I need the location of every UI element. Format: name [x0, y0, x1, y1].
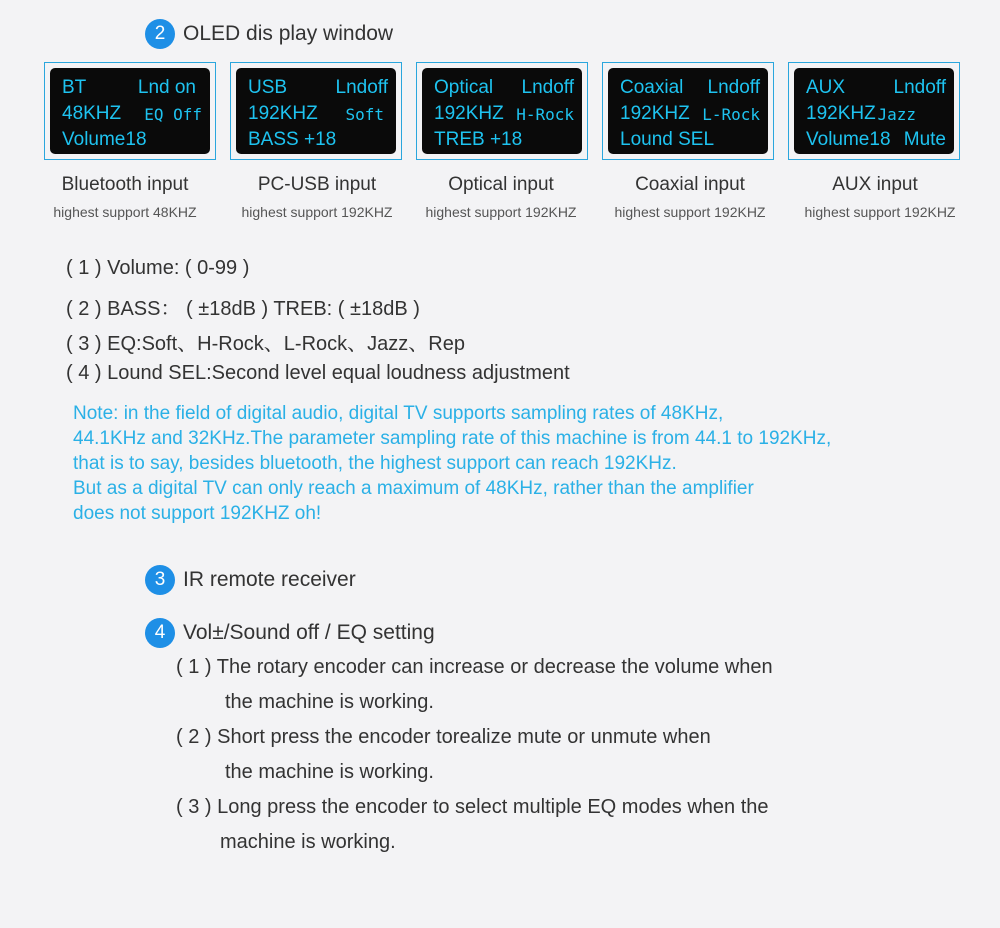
oled-text: AUX: [806, 77, 846, 98]
oled-text: Lndoff: [893, 77, 946, 98]
spec-volume: ( 1 ) Volume: ( 0-99 ): [66, 257, 250, 279]
oled-text: Lndoff: [521, 77, 574, 98]
caption-bluetooth: Bluetooth input: [61, 174, 189, 195]
step-line: machine is working.: [220, 831, 396, 853]
oled-text: Coaxial: [620, 77, 684, 98]
note-line: does not support 192KHZ oh!: [73, 503, 322, 524]
caption-aux-support: highest support 192KHZ: [804, 204, 956, 220]
oled-text: 192KHZ: [620, 103, 690, 124]
section-title: Vol±/Sound off / EQ setting: [183, 621, 435, 644]
oled-text: L-Rock: [702, 105, 760, 124]
oled-display: [236, 68, 396, 154]
oled-display: [794, 68, 954, 154]
oled-text: Volume18: [806, 129, 891, 150]
caption-coaxial-support: highest support 192KHZ: [614, 204, 766, 220]
oled-text: 192KHZ: [248, 103, 318, 124]
spec-eq: ( 3 ) EQ:Soft、H-Rock、L-Rock、Jazz、Rep: [66, 333, 465, 355]
caption-optical: Optical input: [448, 174, 554, 195]
caption-coaxial: Coaxial input: [635, 174, 745, 195]
oled-text: EQ Off: [144, 105, 202, 124]
oled-screen-optical: [416, 62, 588, 160]
spec-bass-treb: ( 2 ) BASS： ( ±18dB ) TREB: ( ±18dB ): [66, 298, 420, 320]
oled-text: 48KHZ: [62, 103, 122, 124]
note-line: that is to say, besides bluetooth, the highest support can reach 192KHz.: [73, 453, 677, 474]
oled-text: USB: [248, 77, 288, 98]
oled-screen-bluetooth: [44, 62, 216, 160]
caption-usb: PC-USB input: [257, 174, 377, 195]
oled-text: Volume18: [62, 129, 147, 150]
oled-display: [608, 68, 768, 154]
oled-text: 192KHZ: [806, 103, 876, 124]
oled-display: [50, 68, 210, 154]
oled-text: Lndoff: [707, 77, 760, 98]
caption-aux: AUX input: [832, 174, 918, 195]
step-line: the machine is working.: [225, 691, 434, 713]
section-title: OLED dis play window: [183, 22, 394, 45]
section-number-badge: 4: [145, 618, 175, 648]
caption-optical-support: highest support 192KHZ: [425, 204, 577, 220]
oled-text: Lndoff: [335, 77, 388, 98]
oled-screen-aux: [788, 62, 960, 160]
step-line: ( 3 ) Long press the encoder to select multiple EQ modes when the: [176, 796, 769, 818]
section-oled-header: [145, 19, 393, 49]
oled-text: Lnd on: [137, 77, 196, 98]
oled-text: 192KHZ: [434, 103, 504, 124]
oled-screen-usb: [230, 62, 402, 160]
oled-text: Mute: [903, 129, 946, 150]
caption-usb-support: highest support 192KHZ: [241, 204, 393, 220]
oled-text: BT: [62, 77, 87, 98]
note-line: 44.1KHz and 32KHz.The parameter sampling rate of this machine is from 44.1 to 192KHz,: [73, 428, 832, 449]
section-title: IR remote receiver: [183, 568, 356, 591]
oled-text: BASS +18: [248, 129, 337, 150]
step-line: ( 1 ) The rotary encoder can increase or decrease the volume when: [176, 656, 773, 678]
oled-display: [422, 68, 582, 154]
section-vol-header: [145, 618, 435, 648]
section-ir-header: [145, 565, 356, 595]
spec-loudness: ( 4 ) Lound SEL:Second level equal loudness adjustment: [66, 362, 570, 384]
oled-screen-coaxial: [602, 62, 774, 160]
oled-text: TREB +18: [434, 129, 523, 150]
oled-text: Optical: [434, 77, 494, 98]
oled-text: Soft: [345, 105, 384, 124]
oled-text: Jazz: [877, 105, 916, 124]
step-line: ( 2 ) Short press the encoder torealize mute or unmute when: [176, 726, 711, 748]
section-number-badge: 3: [145, 565, 175, 595]
step-line: the machine is working.: [225, 761, 434, 783]
note-line: But as a digital TV can only reach a maximum of 48KHz, rather than the amplifier: [73, 478, 754, 499]
oled-text: Lound SEL: [620, 129, 715, 150]
note-line: Note: in the field of digital audio, digital TV supports sampling rates of 48KHz,: [73, 403, 724, 424]
caption-bluetooth-support: highest support 48KHZ: [53, 204, 197, 220]
oled-text: H-Rock: [516, 105, 574, 124]
section-number-badge: 2: [145, 19, 175, 49]
